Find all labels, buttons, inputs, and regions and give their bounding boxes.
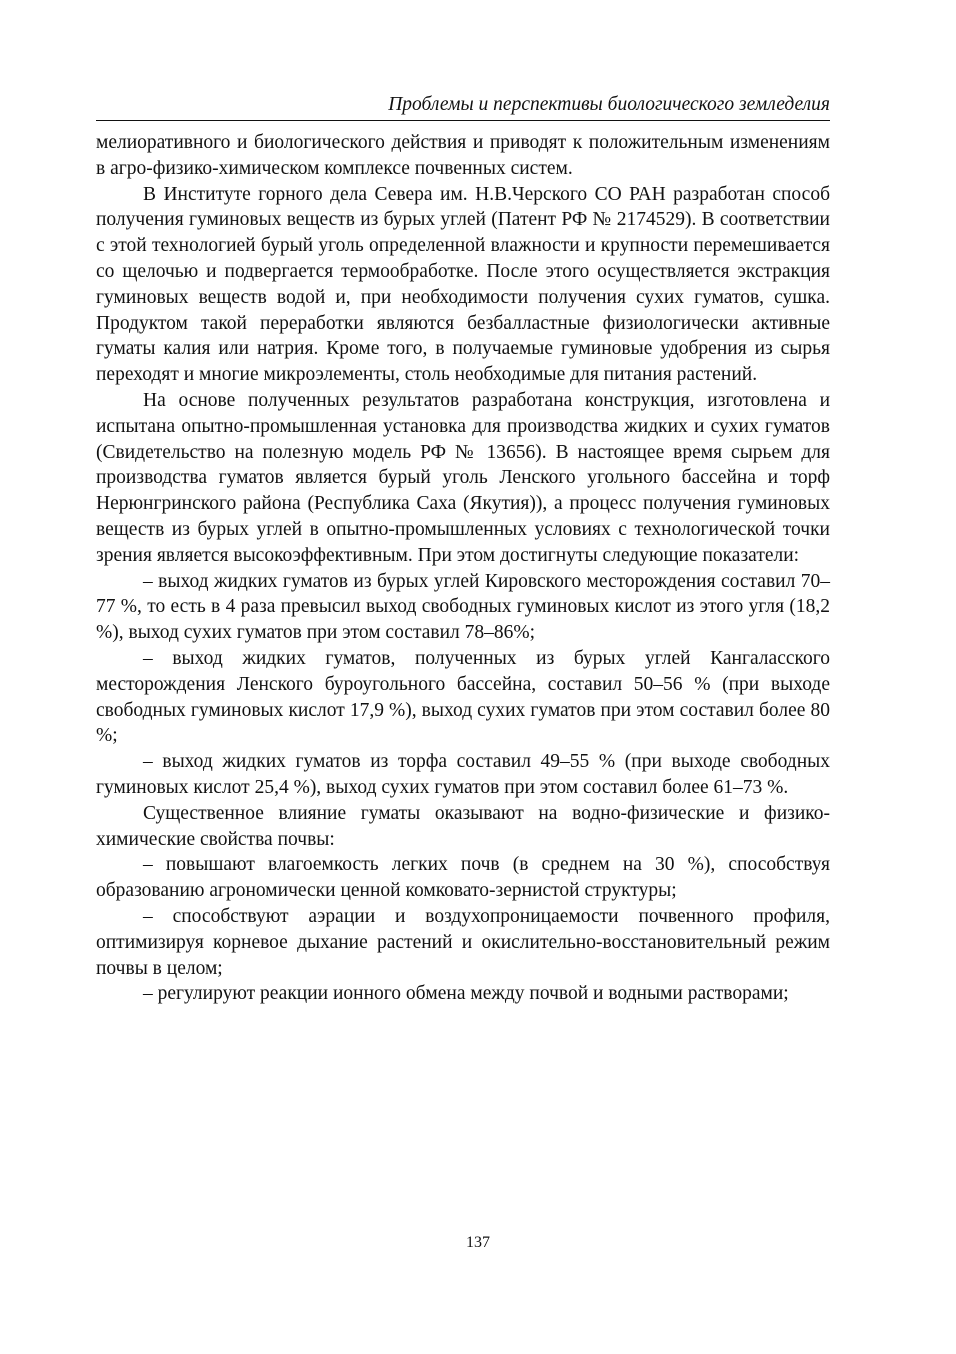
list-item-moisture-capacity: – повышают влагоемкость легких почв (в среднем на 30 %), способствуя образованию агрономически ценной комковато-зернистой структуры;	[96, 854, 830, 902]
paragraph-continuation: мелиоративного и биологического действия и приводят к положительным изменениям в агро-физико-химическом комплексе почвенных систем.	[96, 132, 830, 179]
running-header: Проблемы и перспективы биологического земледелия	[96, 92, 830, 121]
body-text	[96, 130, 830, 1007]
list-item-aeration: – способствуют аэрации и воздухопроницаемости почвенного профиля, оптимизируя корневое дыхание растений и окислительно-восстановительный режим почвы в целом;	[96, 905, 830, 979]
paragraph-institute-method: В Институте горного дела Севера им. Н.В.Черского СО РАН разработан способ получения гуминовых веществ из бурых углей (Патент РФ № 2174529). В соответствии с этой технологией бурый уголь определенной влажности и крупности перемешивается со щелочью и подвергается термообработке. После этого осуществляется экстракция гуминовых веществ водой и, при необходимости получения сухих гуматов, сушка. Продуктом такой переработки являются безбалластные физиологически активные гуматы калия или натрия. Кроме того, в получаемые гуминовые удобрения из сырья переходят и многие микроэлементы, столь необходимые для питания растений.	[96, 183, 830, 386]
list-item-peat-yield: – выход жидких гуматов из торфа составил 49–55 % (при выходе свободных гуминовых кислот 25,4 %), выход сухих гуматов при этом составил более 61–73 %.	[96, 751, 830, 798]
list-item-ion-exchange: – регулируют реакции ионного обмена между почвой и водными растворами;	[143, 983, 789, 1005]
paragraph-soil-properties: Существенное влияние гуматы оказывают на водно-физические и физико-химические свойства почвы:	[96, 802, 830, 850]
page-number: 137	[466, 1234, 490, 1251]
list-item-kangalass-deposit: – выход жидких гуматов, полученных из бурых углей Кангаласского месторождения Ленского буроугольного бассейна, составил 50–56 % (при выходе свободных гуминовых кислот 17,9 %), выход сухих гуматов при этом составил более 80 %;	[96, 647, 830, 747]
list-item-kirov-deposit: – выход жидких гуматов из бурых углей Кировского месторождения составил 70–77 %, то есть в 4 раза превысил выход свободных гуминовых кислот из этого угля (18,2 %), выход сухих гуматов при этом составил 78–86%;	[96, 570, 830, 644]
paragraph-pilot-installation: На основе полученных результатов разработана конструкция, изготовлена и испытана опытно-промышленная установка для производства жидких и сухих гуматов (Свидетельство на полезную модель РФ № 13656). В настоящее время сырьем для производства гуматов является бурый уголь Ленского угольного бассейна и торф Нерюнгринского района (Республика Саха (Якутия)), а процесс получения гуминовых веществ из бурых углей в опытно-промышленных условиях с технологической точки зрения является высокоэффективным. При этом достигнуты следующие показатели:	[96, 389, 830, 566]
